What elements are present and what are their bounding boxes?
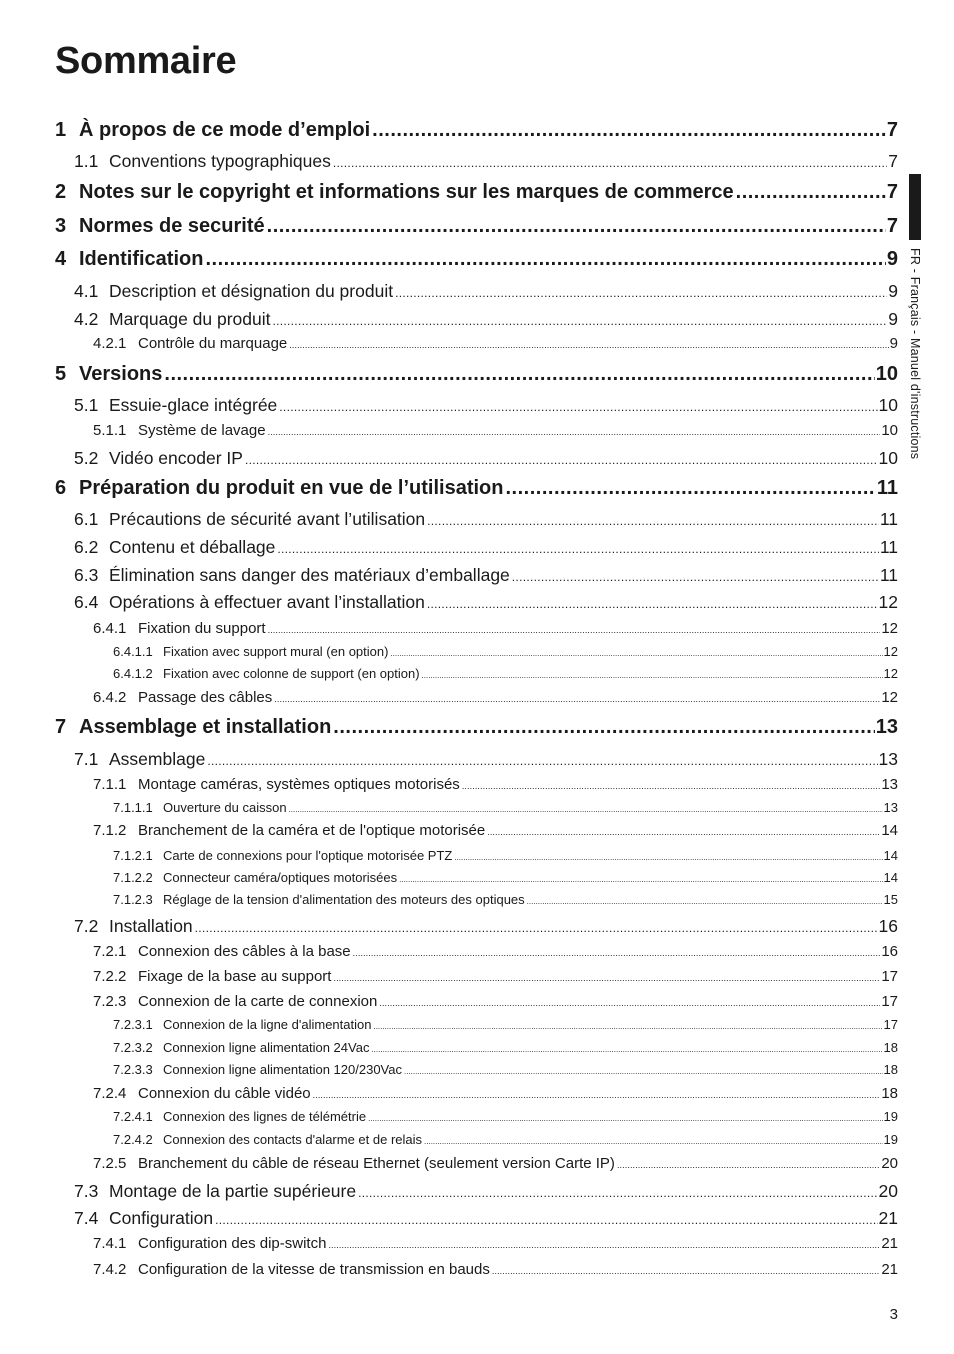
toc-entry-number: 5.1 (74, 395, 99, 415)
toc-entry-number: 7.4.1 (93, 1235, 127, 1252)
toc-entry[interactable] (113, 869, 898, 888)
toc-entry[interactable] (74, 150, 898, 174)
toc-entry-page: 14 (883, 870, 898, 885)
toc-entry-page: 12 (881, 620, 898, 637)
toc-entry-label: Vidéo encoder IP (109, 448, 243, 468)
toc-leader-dots (245, 447, 878, 471)
toc-entry-page: 15 (883, 892, 898, 907)
toc-entry-page: 14 (881, 822, 898, 839)
toc-entry-page: 18 (881, 1085, 898, 1102)
toc-leader-dots (215, 1207, 877, 1231)
toc-leader-dots (268, 619, 881, 640)
toc-leader-dots (289, 799, 883, 818)
toc-leader-dots (390, 643, 882, 662)
toc-entry-number: 7.2.5 (93, 1155, 127, 1172)
toc-entry-page: 16 (878, 916, 898, 936)
toc-entry[interactable] (93, 619, 898, 640)
toc-entry-number: 4.2 (74, 309, 99, 329)
toc-leader-dots (512, 564, 879, 588)
toc-leader-dots (424, 1131, 883, 1150)
toc-entry-page: 13 (878, 749, 898, 769)
toc-leader-dots (427, 508, 879, 532)
toc-entry-label: Fixation avec colonne de support (en option) (163, 666, 420, 681)
toc-entry-number: 7.4.2 (93, 1261, 127, 1278)
toc-entry-label: Carte de connexions pour l'optique motorisée PTZ (163, 848, 453, 863)
toc-entry-page: 7 (886, 119, 898, 141)
side-language-label: FR - Français - Manuel d'instructions (908, 248, 922, 460)
toc-entry[interactable] (55, 714, 898, 740)
toc-entry-number: 6.3 (74, 565, 99, 585)
toc-entry[interactable] (74, 308, 898, 332)
toc-entry[interactable] (74, 1180, 898, 1204)
toc-leader-dots (487, 821, 880, 842)
toc-entry-label: Système de lavage (138, 422, 266, 439)
toc-entry-page: 12 (883, 644, 898, 659)
toc-entry-label: Fixation du support (138, 620, 266, 637)
toc-entry-number: 7.2.4.1 (113, 1109, 153, 1124)
toc-entry-number: 7.1.2.2 (113, 870, 153, 885)
toc-entry-page: 13 (881, 776, 898, 793)
side-tab-marker (909, 174, 921, 240)
toc-entry-label: Montage caméras, systèmes optiques motorisés (138, 776, 460, 793)
toc-entry-number: 7.2.3.3 (113, 1062, 153, 1077)
toc-entry[interactable] (74, 394, 898, 418)
toc-entry[interactable] (74, 1207, 898, 1231)
toc-entry-number: 2 (55, 181, 67, 203)
toc-entry-number: 1.1 (74, 151, 99, 171)
toc-leader-dots (274, 688, 880, 709)
toc-entry-page: 13 (883, 800, 898, 815)
toc-entry-label: Marquage du produit (109, 309, 271, 329)
toc-entry-label: Précautions de sécurité avant l’utilisation (109, 509, 426, 529)
toc-leader-dots (333, 150, 887, 174)
toc-entry[interactable] (93, 1260, 898, 1281)
toc-leader-dots (333, 967, 880, 988)
toc-entry-label: Fixage de la base au support (138, 968, 332, 985)
toc-entry-number: 3 (55, 215, 67, 237)
toc-leader-dots (267, 213, 886, 239)
toc-entry-number: 7.1.1.1 (113, 800, 153, 815)
toc-entry[interactable] (113, 1039, 898, 1058)
toc-leader-dots (268, 421, 881, 442)
toc-entry-page: 13 (875, 716, 898, 738)
toc-leader-dots (313, 1084, 881, 1105)
toc-entry-page: 9 (888, 309, 898, 329)
toc-entry[interactable] (113, 643, 898, 662)
toc-entry-label: Essuie-glace intégrée (109, 395, 278, 415)
toc-entry-label: Identification (79, 248, 204, 270)
toc-leader-dots (422, 665, 883, 684)
toc-entry-label: Passage des câbles (138, 689, 273, 706)
toc-entry-page: 16 (881, 943, 898, 960)
toc-entry-page: 9 (886, 248, 898, 270)
toc-entry-page: 18 (883, 1040, 898, 1055)
toc-entry-number: 7.1.1 (93, 776, 127, 793)
toc-entry-number: 1 (55, 119, 67, 141)
toc-entry-label: Description et désignation du produit (109, 281, 394, 301)
toc-entry[interactable] (93, 334, 898, 355)
toc-entry-page: 7 (888, 151, 898, 171)
toc-entry-label: Préparation du produit en vue de l’utilisation (79, 477, 504, 499)
toc-entry-number: 7.2.2 (93, 968, 127, 985)
toc-entry-number: 5 (55, 363, 67, 385)
toc-entry[interactable] (113, 799, 898, 818)
toc-entry-page: 11 (879, 537, 898, 557)
toc-entry-page: 21 (881, 1261, 898, 1278)
toc-entry-label: Assemblage (109, 749, 206, 769)
toc-entry-label: Connecteur caméra/optiques motorisées (163, 870, 398, 885)
toc-entry-number: 6.4 (74, 592, 99, 612)
toc-entry-page: 20 (881, 1155, 898, 1172)
toc-entry-number: 7.2.3.2 (113, 1040, 153, 1055)
toc-entry-label: Montage de la partie supérieure (109, 1181, 357, 1201)
toc-leader-dots (736, 179, 886, 205)
toc-entry-number: 4.2.1 (93, 335, 127, 352)
toc-entry-page: 12 (878, 592, 898, 612)
toc-entry-label: Contrôle du marquage (138, 335, 288, 352)
toc-entry-page: 17 (881, 993, 898, 1010)
toc-entry-page: 18 (883, 1062, 898, 1077)
toc-entry-label: Installation (109, 916, 193, 936)
toc-entry[interactable] (55, 213, 898, 239)
toc-entry-page: 21 (878, 1208, 898, 1228)
toc-entry-label: Réglage de la tension d'alimentation des moteurs des optiques (163, 892, 525, 907)
toc-entry-page: 11 (876, 477, 898, 499)
toc-entry[interactable] (93, 421, 898, 442)
toc-entry[interactable] (74, 536, 898, 560)
toc-entry-label: Connexion des lignes de télémétrie (163, 1109, 367, 1124)
toc-entry[interactable] (74, 280, 898, 304)
toc-entry[interactable] (74, 748, 898, 772)
toc-entry[interactable] (93, 967, 898, 988)
toc-leader-dots (371, 1039, 882, 1058)
toc-entry[interactable] (93, 1154, 898, 1175)
toc-entry-number: 5.1.1 (93, 422, 127, 439)
toc-entry-label: Conventions typographiques (109, 151, 331, 171)
toc-entry-number: 7.1.2.1 (113, 848, 153, 863)
toc-leader-dots (505, 475, 875, 501)
toc-entry[interactable] (74, 915, 898, 939)
toc-leader-dots (379, 992, 880, 1013)
toc-entry[interactable] (113, 1108, 898, 1127)
toc-leader-dots (358, 1180, 877, 1204)
toc-entry-page: 21 (881, 1235, 898, 1252)
toc-entry[interactable] (93, 821, 898, 842)
toc-entry-number: 7.2.4.2 (113, 1132, 153, 1147)
toc-leader-dots (333, 714, 874, 740)
toc-entry-label: Versions (79, 363, 163, 385)
toc-entry-page: 7 (886, 181, 898, 203)
page-title: Sommaire (55, 40, 237, 82)
toc-entry[interactable] (113, 847, 898, 866)
toc-entry[interactable] (93, 775, 898, 796)
toc-entry-number: 6.4.1 (93, 620, 127, 637)
toc-leader-dots (328, 1234, 880, 1255)
toc-entry-label: Élimination sans danger des matériaux d’emballage (109, 565, 510, 585)
toc-entry-label: Connexion de la ligne d'alimentation (163, 1017, 372, 1032)
toc-entry[interactable] (93, 1234, 898, 1255)
toc-entry-page: 12 (883, 666, 898, 681)
toc-entry-number: 7.2.3 (93, 993, 127, 1010)
toc-entry-label: Normes de securité (79, 215, 265, 237)
toc-entry-number: 5.2 (74, 448, 99, 468)
toc-entry[interactable] (55, 246, 898, 272)
toc-entry[interactable] (93, 1084, 898, 1105)
toc-entry-page: 19 (883, 1109, 898, 1124)
toc-entry-label: Connexion ligne alimentation 24Vac (163, 1040, 370, 1055)
toc-entry-number: 7 (55, 716, 67, 738)
toc-entry[interactable] (93, 688, 898, 709)
toc-entry-number: 6 (55, 477, 67, 499)
toc-leader-dots (404, 1061, 883, 1080)
toc-entry-number: 7.2.4 (93, 1085, 127, 1102)
toc-entry-page: 10 (878, 448, 898, 468)
toc-entry-page: 17 (881, 968, 898, 985)
toc-leader-dots (277, 536, 878, 560)
toc-entry-label: Notes sur le copyright et informations sur les marques de commerce (79, 181, 734, 203)
toc-entry[interactable] (55, 179, 898, 205)
toc-leader-dots (372, 117, 886, 143)
toc-entry-number: 7.2 (74, 916, 99, 936)
toc-entry-label: Connexion des contacts d'alarme et de relais (163, 1132, 423, 1147)
toc-entry-number: 7.2.3.1 (113, 1017, 153, 1032)
toc-entry-page: 9 (888, 281, 898, 301)
toc-leader-dots (373, 1016, 882, 1035)
toc-entry-page: 10 (878, 395, 898, 415)
toc-entry[interactable] (74, 591, 898, 615)
toc-leader-dots (164, 361, 874, 387)
toc-entry[interactable] (55, 475, 898, 501)
toc-entry-page: 11 (879, 565, 898, 585)
toc-entry[interactable] (74, 447, 898, 471)
toc-leader-dots (454, 847, 882, 866)
toc-entry-page: 10 (875, 363, 898, 385)
toc-entry-number: 7.1.2 (93, 822, 127, 839)
toc-entry-label: Connexion ligne alimentation 120/230Vac (163, 1062, 402, 1077)
toc-entry-label: Assemblage et installation (79, 716, 332, 738)
toc-entry[interactable] (113, 1061, 898, 1080)
toc-entry-page: 10 (881, 422, 898, 439)
toc-entry-number: 6.1 (74, 509, 99, 529)
toc-entry-page: 20 (878, 1181, 898, 1201)
toc-entry-label: Connexion du câble vidéo (138, 1085, 311, 1102)
toc-leader-dots (399, 869, 882, 888)
toc-entry-page: 11 (879, 509, 898, 529)
toc-entry-label: Fixation avec support mural (en option) (163, 644, 389, 659)
toc-leader-dots (273, 308, 888, 332)
toc-entry-number: 7.1.2.3 (113, 892, 153, 907)
toc-entry-number: 7.1 (74, 749, 99, 769)
toc-entry-label: Configuration de la vitesse de transmission en bauds (138, 1261, 490, 1278)
toc-entry[interactable] (55, 117, 898, 143)
toc-entry-page: 9 (889, 335, 898, 352)
toc-leader-dots (462, 775, 881, 796)
toc-entry-number: 7.3 (74, 1181, 99, 1201)
toc-entry-page: 14 (883, 848, 898, 863)
toc-leader-dots (279, 394, 877, 418)
toc-entry[interactable] (93, 942, 898, 963)
toc-leader-dots (527, 891, 883, 910)
toc-entry-number: 4.1 (74, 281, 99, 301)
toc-entry-label: À propos de ce mode d’emploi (79, 119, 371, 141)
toc-entry-label: Contenu et déballage (109, 537, 276, 557)
toc-entry-number: 7.2.1 (93, 943, 127, 960)
toc-entry[interactable] (74, 508, 898, 532)
toc-entry[interactable] (113, 1016, 898, 1035)
toc-entry-number: 6.4.2 (93, 689, 127, 706)
toc-entry-page: 12 (881, 689, 898, 706)
toc-entry-number: 7.4 (74, 1208, 99, 1228)
toc-entry-page: 19 (883, 1132, 898, 1147)
toc-entry-number: 6.4.1.2 (113, 666, 153, 681)
toc-entry-label: Opérations à effectuer avant l’installation (109, 592, 425, 612)
toc-leader-dots (207, 748, 877, 772)
toc-entry-number: 4 (55, 248, 67, 270)
toc-entry[interactable] (113, 891, 898, 910)
toc-entry-label: Ouverture du caisson (163, 800, 287, 815)
toc-leader-dots (395, 280, 887, 304)
toc-leader-dots (353, 942, 881, 963)
toc-entry-label: Branchement de la caméra et de l'optique motorisée (138, 822, 486, 839)
toc-leader-dots (368, 1108, 882, 1127)
toc-leader-dots (427, 591, 878, 615)
toc-entry-label: Configuration (109, 1208, 214, 1228)
toc-leader-dots (492, 1260, 880, 1281)
toc-entry[interactable] (55, 361, 898, 387)
page-number: 3 (889, 1306, 898, 1323)
toc-entry-page: 7 (886, 215, 898, 237)
toc-entry[interactable] (74, 564, 898, 588)
toc-leader-dots (195, 915, 878, 939)
toc-entry-label: Configuration des dip-switch (138, 1235, 327, 1252)
toc-leader-dots (205, 246, 885, 272)
toc-entry-page: 17 (883, 1017, 898, 1032)
toc-entry-number: 6.2 (74, 537, 99, 557)
toc-leader-dots (617, 1154, 880, 1175)
toc-entry[interactable] (93, 992, 898, 1013)
toc-entry[interactable] (113, 1131, 898, 1150)
toc-entry-label: Connexion de la carte de connexion (138, 993, 378, 1010)
toc-entry-label: Connexion des câbles à la base (138, 943, 351, 960)
toc-entry-label: Branchement du câble de réseau Ethernet (seulement version Carte IP) (138, 1155, 615, 1172)
toc-entry[interactable] (113, 665, 898, 684)
toc-entry-number: 6.4.1.1 (113, 644, 153, 659)
toc-leader-dots (289, 334, 888, 355)
